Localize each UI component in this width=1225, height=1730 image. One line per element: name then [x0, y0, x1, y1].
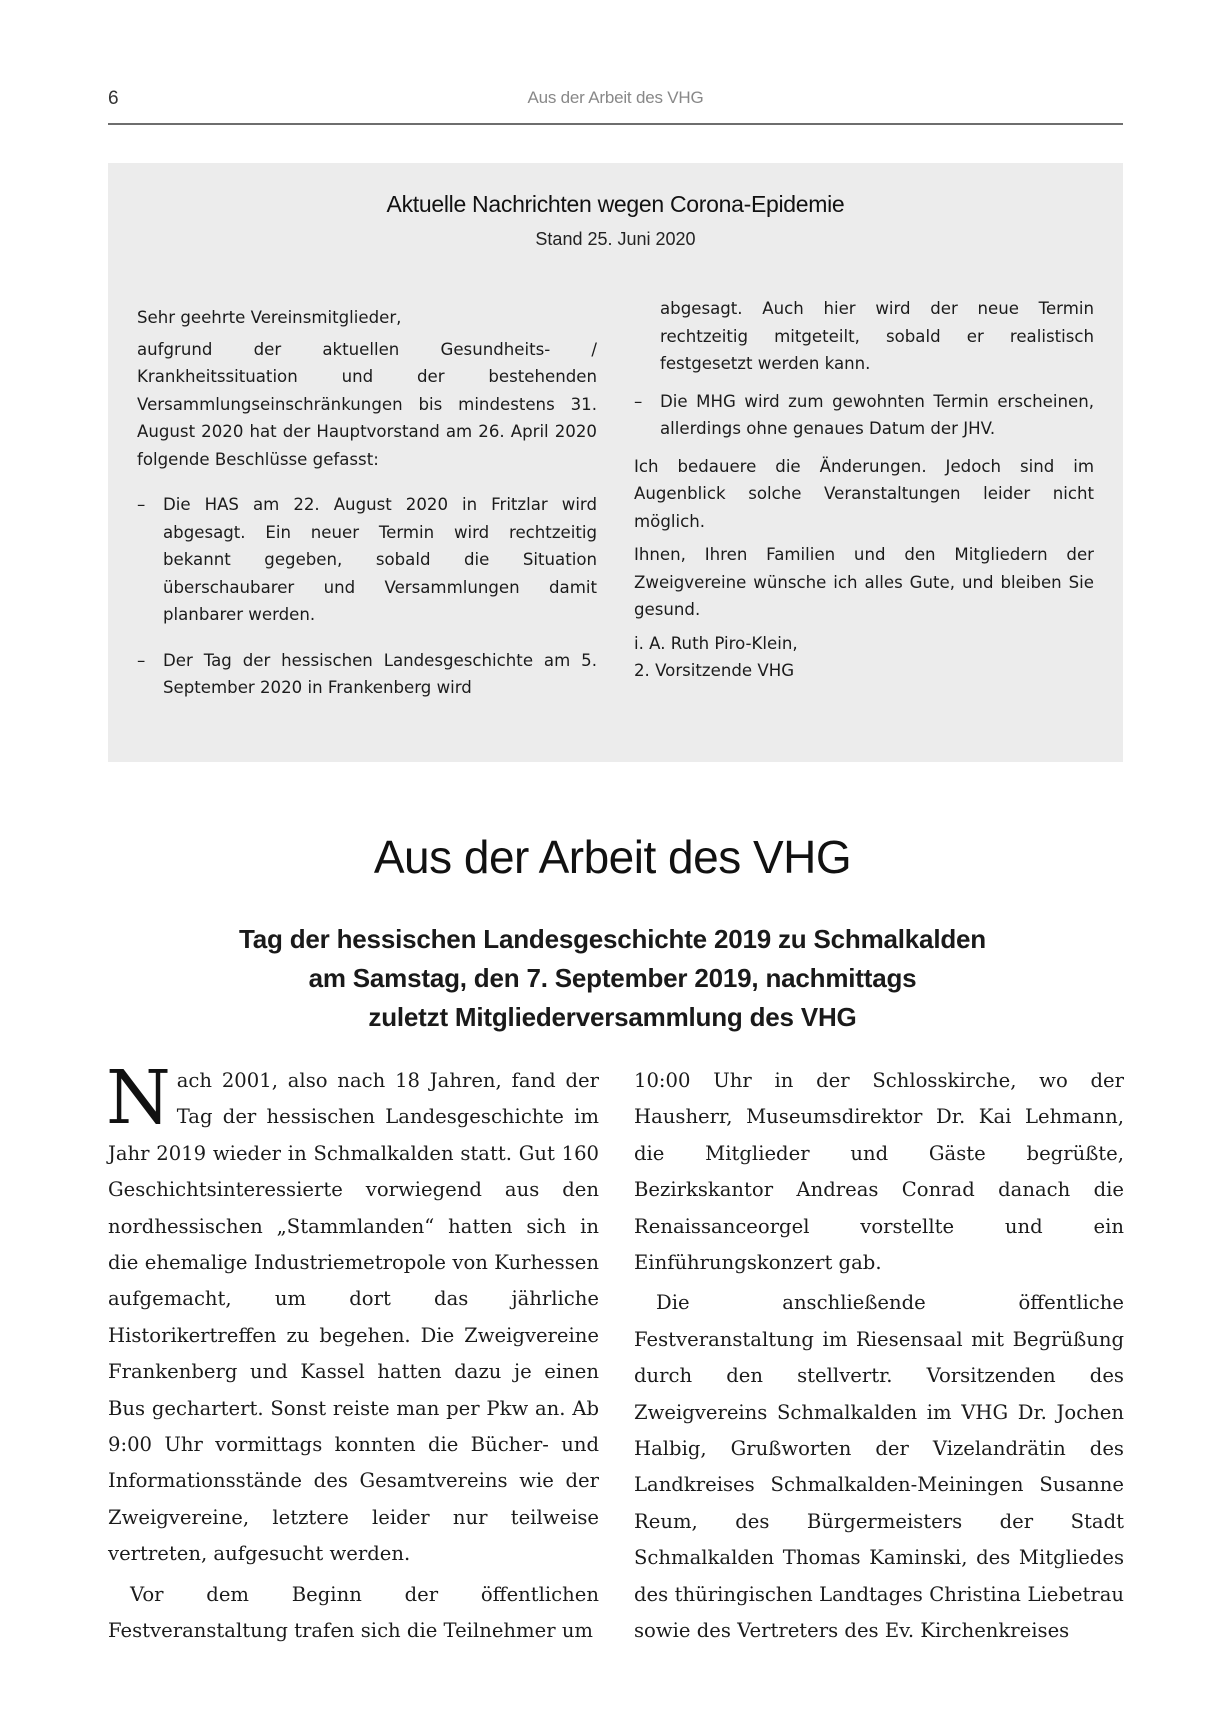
notice-title: Aktuelle Nachrichten wegen Corona-Epidemie	[386, 191, 845, 217]
notice-list-text: Der Tag der hessischen Landesgeschichte am 5. September 2020 in Frankenberg wird	[163, 650, 597, 697]
notice-greeting: Sehr geehrte Vereinsmitglieder,	[137, 308, 402, 327]
dash-bullet: –	[137, 650, 146, 670]
dash-bullet: –	[137, 495, 146, 514]
drop-cap: N	[106, 1055, 171, 1141]
signature-role: 2. Vorsitzende VHG	[634, 661, 795, 680]
notice-list-item	[634, 388, 1094, 443]
article-paragraph: Die anschließende öffentliche Festveranstaltung im Riesensaal mit Begrüßung durch den stellvertr. Vorsitzenden des Zweigvereins Schmalkalden im VHG Dr. Jochen Halbig, Grußworten der Vizelandrätin des Landkreises Schmalkalden-Meiningen Susanne Reum, des Bürgermeisters der Stadt Schmalkalden Thomas Kaminski, des Mitgliedes des thüringischen Landtages Christina Liebetrau sowie des Vertreters des Ev. Kirchenkreises	[634, 1291, 1124, 1643]
running-title: Aus der Arbeit des VHG	[527, 88, 704, 107]
notice-right-column	[634, 295, 1094, 685]
paragraph-text: ach 2001, also nach 18 Jahren, fand der Tag der hessischen Landesgeschichte im Jahr 2019 wieder in Schmalkalden statt. Gut 160 Geschichtsinteressierte vorwiegend aus den nordhessischen „Stammlanden“ hatten sich in die ehemalige Industriemetropole von Kurhessen aufgemacht, um dort das jährliche Historikertreffen zu begehen. Die Zweigvereine Frankenberg und Kassel hatten dazu je einen Bus gechartert. Sonst reiste man per Pkw an. Ab 9:00 Uhr vormittags konnten die Bücher- und Informationsstände des Gesamtvereins wie der Zweigvereine, letztere leider nur teilweise vertreten, aufgesucht werden.	[108, 1069, 599, 1566]
article-paragraph-continuation: 10:00 Uhr in der Schlosskirche, wo der Hausherr, Museumsdirektor Dr. Kai Lehmann, die Mitglieder und Gäste begrüßte, Bezirkskantor Andreas Conrad danach die Renaissanceorgel vorstellte und ein Einführungskonzert gab.	[634, 1069, 1124, 1275]
subtitle-line: am Samstag, den 7. September 2019, nachmittags	[308, 963, 917, 993]
notice-list-text: Die MHG wird zum gewohnten Termin erscheinen, allerdings ohne genaues Datum der JHV.	[660, 391, 1094, 438]
notice-date: Stand 25. Juni 2020	[535, 229, 696, 249]
signature-name: i. A. Ruth Piro-Klein,	[634, 633, 798, 653]
notice-list-text: Die HAS am 22. August 2020 in Fritzlar wird abgesagt. Ein neuer Termin wird rechtzeitig bekannt gegeben, sobald die Situation überschaubarer und Versammlungen damit planbarer werden.	[163, 495, 597, 624]
article-left-column	[106, 1055, 599, 1650]
header-rule	[108, 123, 1123, 125]
corona-notice-box	[108, 163, 1123, 762]
dash-bullet: –	[634, 391, 643, 411]
article-paragraph	[106, 1055, 599, 1573]
article-subtitle	[0, 920, 1225, 1037]
notice-closing-1: Ich bedauere die Änderungen. Jedoch sind im Augenblick solche Veranstaltungen leider nicht möglich.	[634, 456, 1094, 531]
notice-closing-2: Ihnen, Ihren Familien und den Mitgliedern der Zweigvereine wünsche ich alles Gute, und bleiben Sie gesund.	[634, 545, 1094, 619]
subtitle-line: zuletzt Mitgliederversammlung des VHG	[368, 1002, 857, 1032]
notice-list-continuation: abgesagt. Auch hier wird der neue Termin rechtzeitig mitgeteilt, sobald er realistisch festgesetzt werden kann.	[660, 299, 1094, 373]
section-title: Aus der Arbeit des VHG	[373, 831, 852, 883]
article-right-column	[634, 1063, 1124, 1650]
running-head	[108, 88, 1123, 118]
page-number: 6	[108, 88, 119, 109]
notice-list-item	[137, 647, 597, 702]
notice-list-item	[137, 491, 597, 629]
notice-left-column	[137, 304, 597, 702]
article-paragraph: Vor dem Beginn der öffentlichen Festveranstaltung trafen sich die Teilnehmer um	[108, 1582, 599, 1643]
subtitle-line: Tag der hessischen Landesgeschichte 2019 zu Schmalkalden	[239, 924, 986, 954]
notice-intro: aufgrund der aktuellen Gesundheits- / Krankheitssituation und der bestehenden Versammlungseinschränkungen bis mindestens 31. August 2020 hat der Hauptvorstand am 26. April 2020 folgende Beschlüsse gefasst:	[137, 339, 597, 469]
